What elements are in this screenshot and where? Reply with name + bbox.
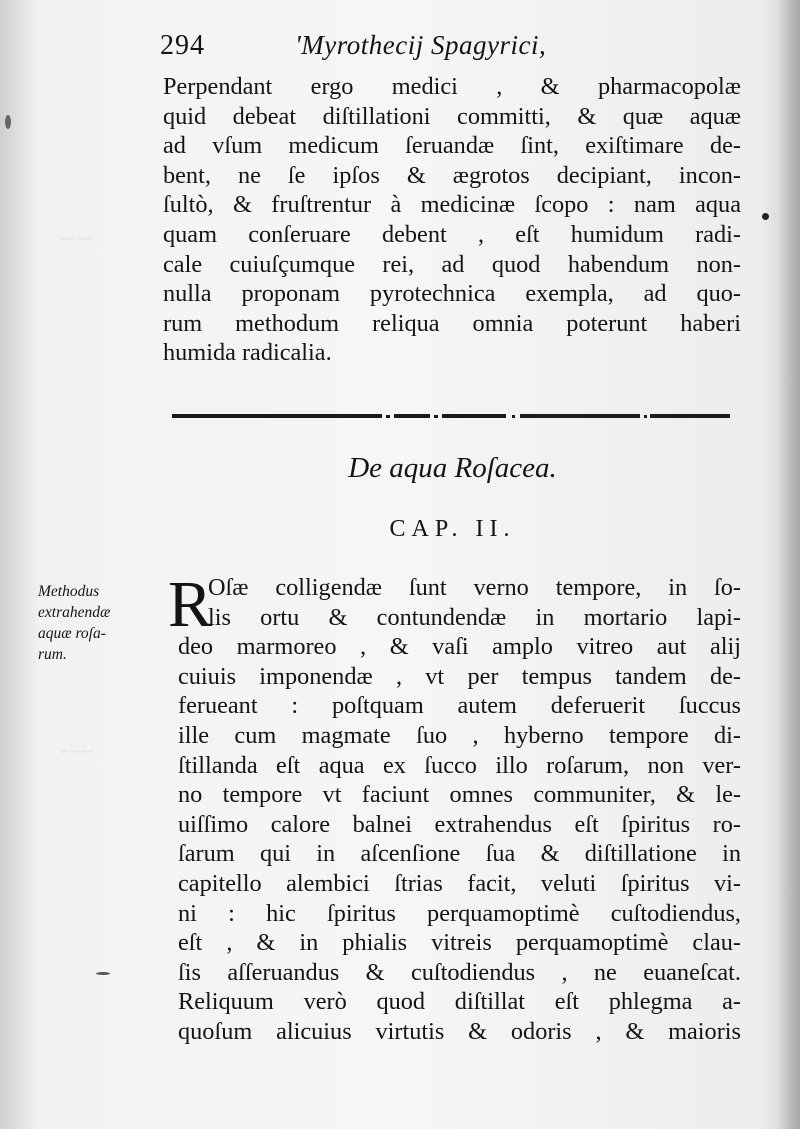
running-head: 'Myrothecij Spagyrici, bbox=[295, 30, 547, 60]
text-line: no tempore vt faciunt omnes communiter, & le- bbox=[178, 781, 741, 809]
text-line: ſtillanda eſt aqua ex ſucco illo roſarum, non ver- bbox=[178, 751, 741, 779]
text-line: cuiuis imponendæ , vt per tempus tandem de- bbox=[178, 662, 741, 690]
show-through-mark: ~~ ~~ bbox=[60, 232, 94, 247]
ink-speck bbox=[5, 115, 11, 129]
ink-speck bbox=[762, 213, 769, 220]
text-line: deo marmoreo , & vaſi amplo vitreo aut alij bbox=[178, 633, 741, 661]
text-line: quam conſeruare debent , eſt humidum radi- bbox=[163, 220, 741, 248]
paragraph-1 bbox=[163, 72, 741, 368]
text-line: ſis aſſeruandus & cuſtodiendus , ne euaneſcat. bbox=[178, 958, 741, 986]
text-line: cale cuiuſçumque rei, ad quod habendum non- bbox=[163, 250, 741, 278]
text-line: rum methodum reliqua omnia poterunt haberi bbox=[163, 309, 741, 337]
text-line: ille cum magmate ſuo , hyberno tempore di- bbox=[178, 721, 741, 749]
text-line: quid debeat diſtillationi committi, & quæ aquæ bbox=[163, 102, 741, 130]
text-line: Oſæ colligendæ ſunt verno tempore, in ſo- bbox=[208, 574, 741, 601]
text-line: ſarum qui in aſcenſione ſua & diſtillatione in bbox=[178, 840, 741, 868]
text-line: Reliquum verò quod diſtillat eſt phlegma a- bbox=[178, 988, 741, 1016]
text-line: humida radicalia. bbox=[163, 339, 332, 367]
marginal-note-line: extrahendæ bbox=[38, 604, 111, 621]
text-line: quoſum alicuius virtutis & odoris , & maioris bbox=[178, 1017, 741, 1045]
text-line: ferueant : poſtquam autem deferuerit ſuccus bbox=[178, 692, 741, 720]
show-through-mark: ~~~ ~ bbox=[60, 745, 94, 760]
spine-shadow bbox=[778, 0, 800, 1129]
ink-speck bbox=[96, 972, 110, 975]
ornamental-divider bbox=[172, 409, 730, 423]
text-line: bent, ne ſe ipſos & ægrotos decipiant, incon- bbox=[163, 161, 741, 189]
marginal-note-line: rum. bbox=[38, 646, 67, 663]
text-line: ſultò, & fruſtrentur à medicinæ ſcopo : nam aqua bbox=[163, 191, 741, 219]
section-title: De aqua Roſacea. bbox=[348, 452, 557, 484]
drop-cap: R bbox=[168, 568, 213, 641]
paragraph-2 bbox=[178, 573, 741, 1047]
text-line: uiſſimo calore balnei extrahendus eſt ſpiritus ro- bbox=[178, 810, 741, 838]
text-line: lis ortu & contundendæ in mortario lapi- bbox=[208, 603, 741, 631]
page-number: 294 bbox=[160, 30, 205, 61]
text-line: Perpendant ergo medici , & pharmacopolæ bbox=[163, 73, 741, 100]
marginal-note-line: Methodus bbox=[38, 583, 100, 600]
marginal-note-line: aquæ roſa- bbox=[38, 625, 106, 642]
text-line: eſt , & in phialis vitreis perquamoptimè clau- bbox=[178, 929, 741, 957]
text-line: nulla proponam pyrotechnica exempla, ad quo- bbox=[163, 280, 741, 308]
text-line: ni : hic ſpiritus perquamoptimè cuſtodiendus, bbox=[178, 899, 741, 927]
page-header bbox=[160, 30, 760, 70]
text-line: ad vſum medicum ſeruandæ ſint, exiſtimare de- bbox=[163, 132, 741, 160]
chapter-label: CAP. II. bbox=[389, 516, 516, 542]
text-line: capitello alembici ſtrias facit, veluti ſpiritus vi- bbox=[178, 869, 741, 897]
marginal-note bbox=[38, 581, 158, 665]
